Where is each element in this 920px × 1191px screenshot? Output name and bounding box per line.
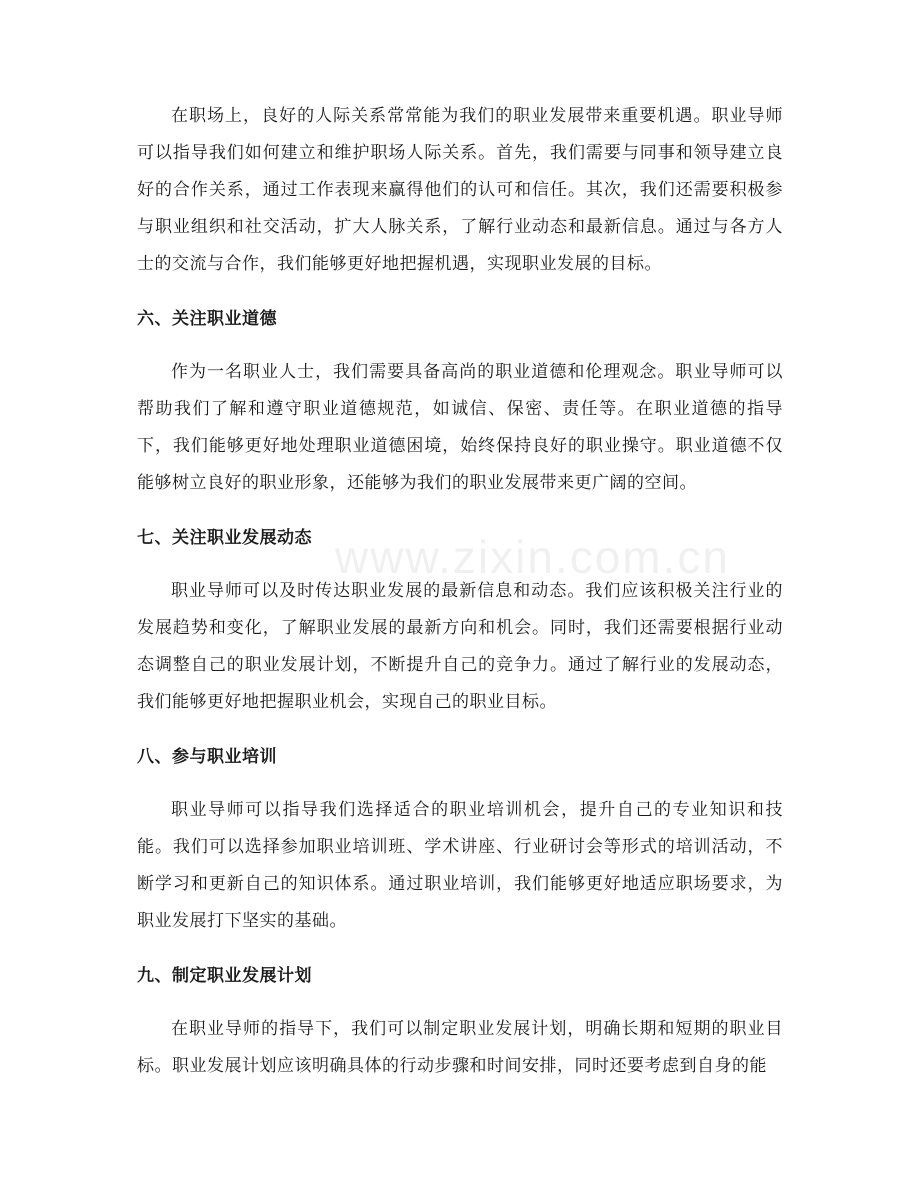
paragraph-ethics: 作为一名职业人士，我们需要具备高尚的职业道德和伦理观念。职业导师可以帮助我们了解和遵守职业道德规范，如诚信、保密、责任等。在职业道德的指导下，我们能够更好地处理职业道德困境，始终保持良好的职业操守。职业道德不仅能够树立良好的职业形象，还能够为我们的职业发展带来更广阔的空间。 [137, 362, 783, 493]
paragraph-plan: 在职业导师的指导下，我们可以制定职业发展计划，明确长期和短期的职业目标。职业发展计划应该明确具体的行动步骤和时间安排，同时还要考虑到自身的能 [137, 1019, 783, 1076]
watermark: www.zixin.com.cn [335, 531, 730, 583]
heading-section-6: 六、关注职业道德 [137, 309, 277, 329]
heading-section-9: 九、制定职业发展计划 [137, 966, 312, 986]
heading-section-7: 七、关注职业发展动态 [137, 528, 312, 548]
paragraph-training: 职业导师可以指导我们选择适合的职业培训机会，提升自己的专业知识和技能。我们可以选择参加职业培训班、学术讲座、行业研讨会等形式的培训活动，不断学习和更新自己的知识体系。通过职业培训，我们能够更好地适应职场要求，为职业发展打下坚实的基础。 [137, 800, 783, 931]
document-body [137, 98, 783, 1085]
paragraph-trends: 职业导师可以及时传达职业发展的最新信息和动态。我们应该积极关注行业的发展趋势和变化，了解职业发展的最新方向和机会。同时，我们还需要根据行业动态调整自己的职业发展计划，不断提升自己的竞争力。通过了解行业的发展动态，我们能够更好地把握职业机会，实现自己的职业目标。 [137, 581, 783, 712]
paragraph-interpersonal: 在职场上，良好的人际关系常常能为我们的职业发展带来重要机遇。职业导师可以指导我们如何建立和维护职场人际关系。首先，我们需要与同事和领导建立良好的合作关系，通过工作表现来赢得他们的认可和信任。其次，我们还需要积极参与职业组织和社交活动，扩大人脉关系，了解行业动态和最新信息。通过与各方人士的交流与合作，我们能够更好地把握机遇，实现职业发展的目标。 [137, 106, 783, 274]
heading-section-8: 八、参与职业培训 [137, 747, 277, 767]
